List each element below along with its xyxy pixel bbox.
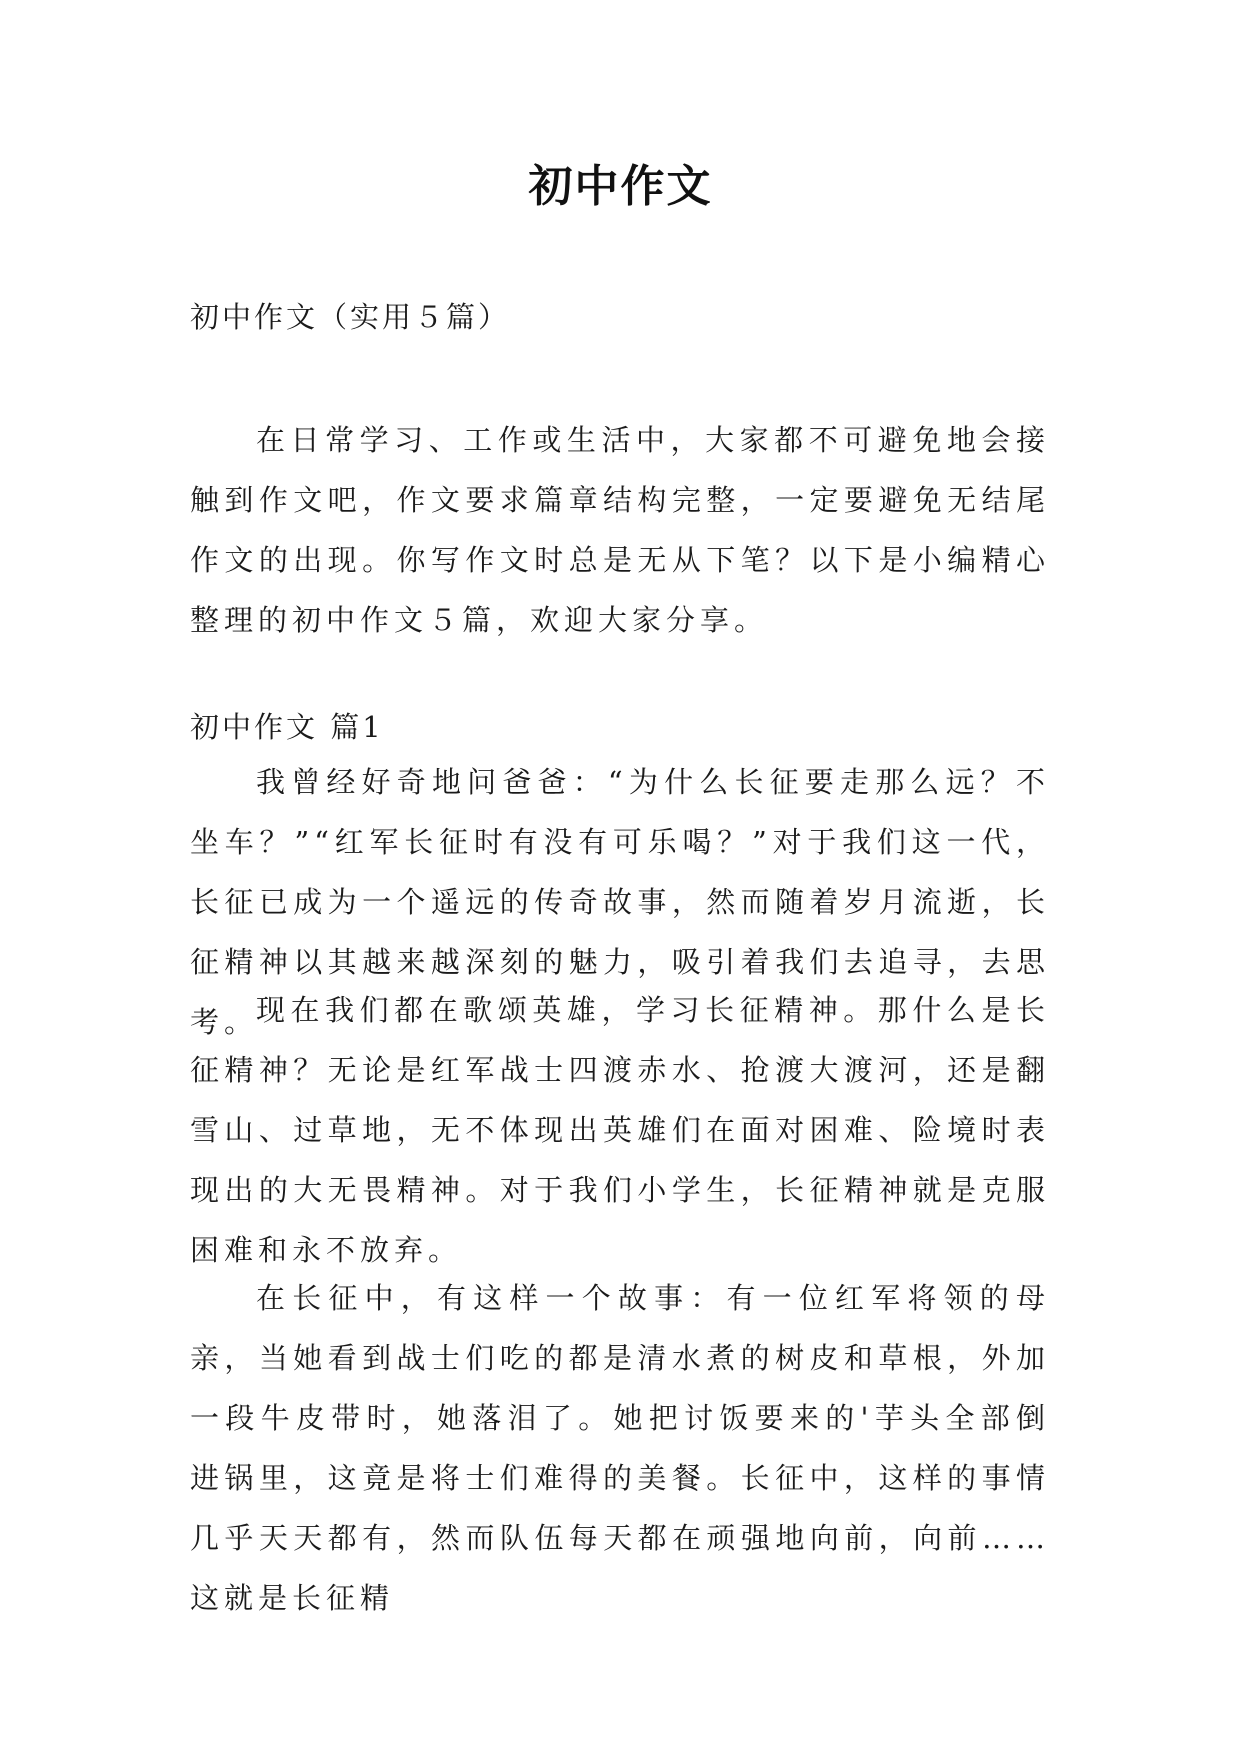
section-heading: 初中作文 篇1	[190, 710, 384, 744]
body-paragraph-3: 在长征中，有这样一个故事：有一位红军将领的母亲，当她看到战士们吃的都是清水煮的树皮和草根，外加一段牛皮带时，她落泪了。她把讨饭要来的'芋头全部倒进锅里，这竟是将士们难得的美餐。长征中，这样的事情几乎天天都有，然而队伍每天都在顽强地向前，向前……这就是长征精	[190, 1281, 1050, 1615]
document-title: 初中作文	[528, 161, 713, 212]
document-subtitle: 初中作文（实用５篇）	[190, 300, 511, 334]
intro-paragraph: 在日常学习、工作或生活中，大家都不可避免地会接触到作文吧，作文要求篇章结构完整，一定要避免无结尾作文的出现。你写作文时总是无从下笔？以下是小编精心整理的初中作文５篇，欢迎大家分享。	[190, 423, 1050, 637]
body-paragraph-1: 我曾经好奇地问爸爸：“为什么长征要走那么远？不坐车？”“红军长征时有没有可乐喝？”对于我们这一代，长征已成为一个遥远的传奇故事，然而随着岁月流逝，长征精神以其越来越深刻的魅力，吸引着我们去追寻，去思考。	[190, 765, 1050, 1039]
body-paragraph-2: 现在我们都在歌颂英雄，学习长征精神。那什么是长征精神？无论是红军战士四渡赤水、抢渡大渡河，还是翻雪山、过草地，无不体现出英雄们在面对困难、险境时表现出的大无畏精神。对于我们小学生，长征精神就是克服困难和永不放弃。	[190, 993, 1050, 1267]
